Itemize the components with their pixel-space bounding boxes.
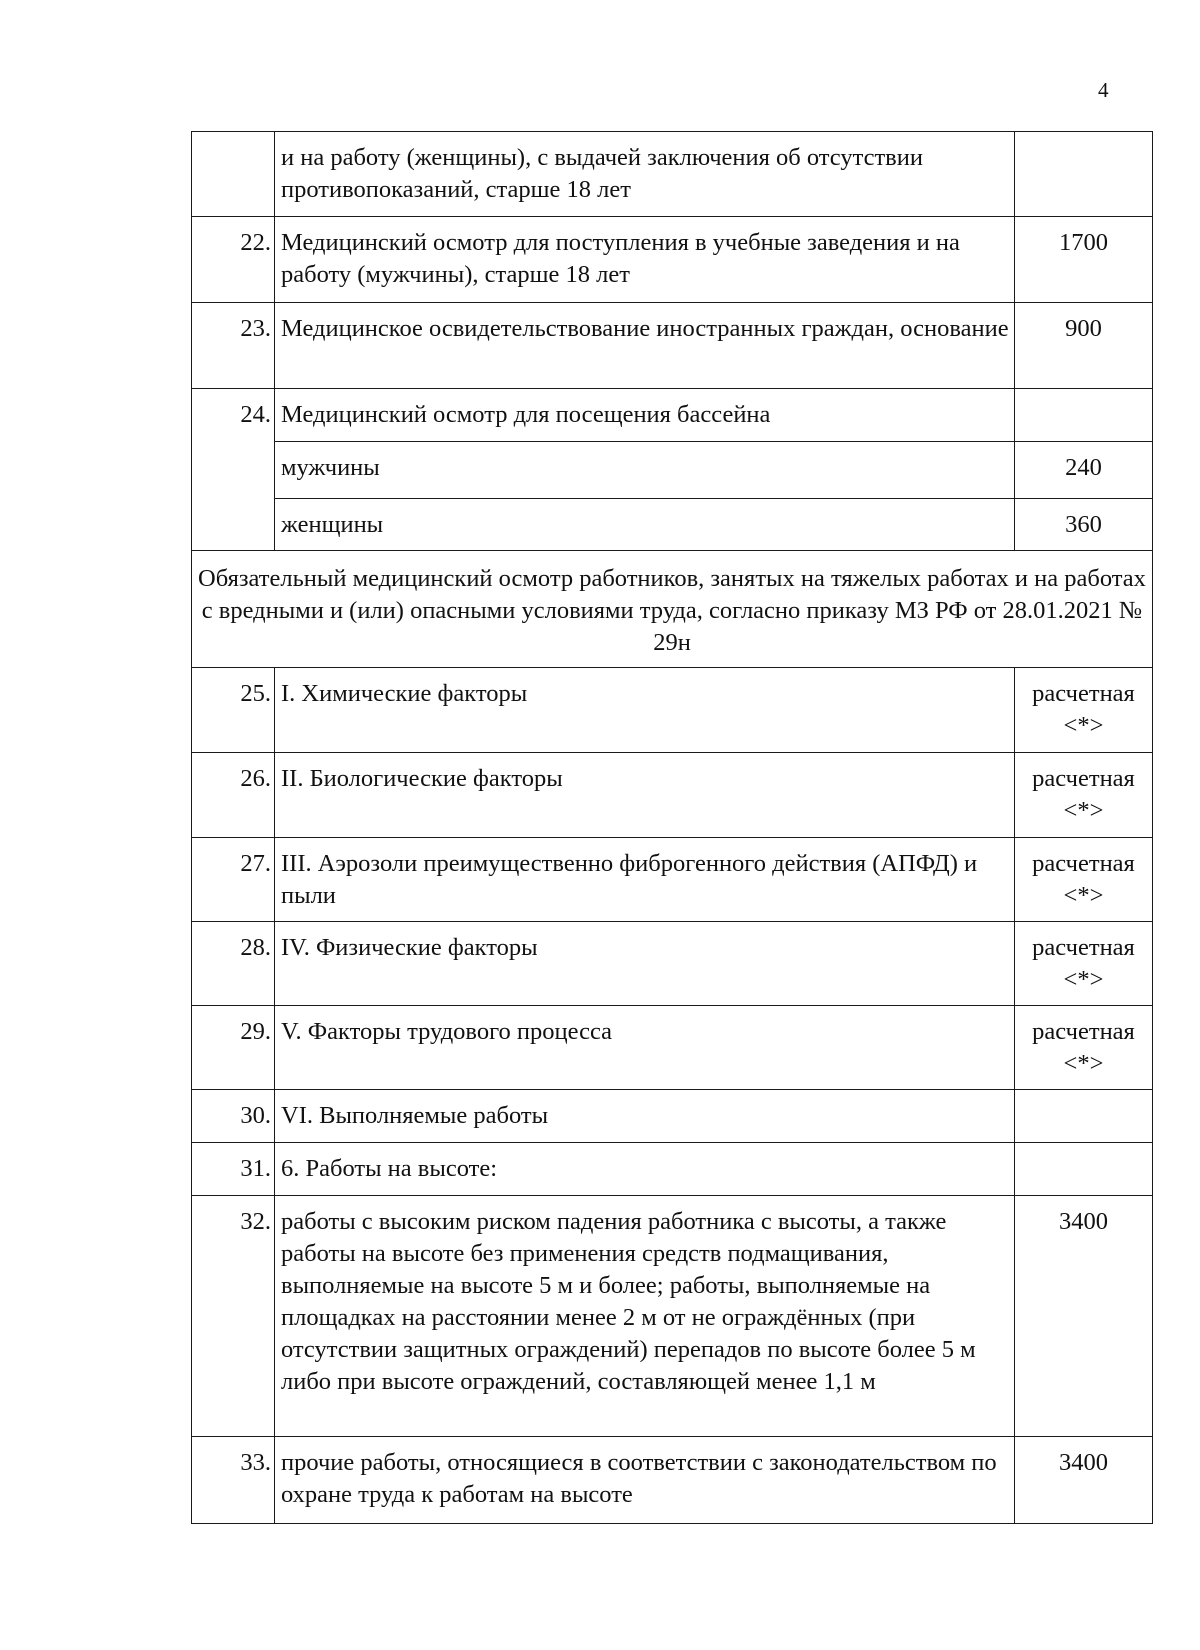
service-name: III. Аэрозоли преимущественно фиброгенного действия (АПФД) и пыли bbox=[275, 838, 1015, 922]
row-number: 30. bbox=[192, 1090, 275, 1143]
row-number: 24. bbox=[192, 389, 275, 551]
service-name: Медицинский осмотр для посещения бассейна bbox=[275, 389, 1015, 442]
table-row bbox=[192, 389, 1153, 442]
table-row bbox=[192, 753, 1153, 838]
section-header: Обязательный медицинский осмотр работников, занятых на тяжелых работах и на работах с вредными и (или) опасными условиями труда, согласно приказу МЗ РФ от 28.01.2021 № 29н bbox=[192, 551, 1153, 668]
section-header-row bbox=[192, 551, 1153, 668]
row-number: 27. bbox=[192, 838, 275, 922]
service-name: мужчины bbox=[275, 442, 1015, 499]
service-name: прочие работы, относящиеся в соответствии с законодательством по охране труда к работам на высоте bbox=[275, 1437, 1015, 1524]
service-name: II. Биологические факторы bbox=[275, 753, 1015, 838]
row-number bbox=[192, 132, 275, 217]
service-price: 240 bbox=[1015, 442, 1153, 499]
service-price bbox=[1015, 132, 1153, 217]
price-table bbox=[191, 131, 1153, 1524]
table-row bbox=[192, 1006, 1153, 1090]
row-number: 23. bbox=[192, 303, 275, 389]
service-name: женщины bbox=[275, 499, 1015, 551]
row-number: 25. bbox=[192, 668, 275, 753]
row-number: 31. bbox=[192, 1143, 275, 1196]
service-price: расчетная <*> bbox=[1015, 838, 1153, 922]
table-row bbox=[192, 1437, 1153, 1524]
service-name: VI. Выполняемые работы bbox=[275, 1090, 1015, 1143]
row-number: 33. bbox=[192, 1437, 275, 1524]
service-price: расчетная <*> bbox=[1015, 668, 1153, 753]
row-number: 26. bbox=[192, 753, 275, 838]
service-price: 3400 bbox=[1015, 1196, 1153, 1437]
row-number: 29. bbox=[192, 1006, 275, 1090]
service-name: Медицинское освидетельствование иностранных граждан, основание bbox=[275, 303, 1015, 389]
table-row bbox=[192, 217, 1153, 303]
row-number: 32. bbox=[192, 1196, 275, 1437]
table-row bbox=[192, 303, 1153, 389]
table-row bbox=[192, 668, 1153, 753]
table-row bbox=[192, 1143, 1153, 1196]
service-price: 360 bbox=[1015, 499, 1153, 551]
service-price: 900 bbox=[1015, 303, 1153, 389]
service-price: расчетная <*> bbox=[1015, 753, 1153, 838]
service-name: I. Химические факторы bbox=[275, 668, 1015, 753]
row-number: 22. bbox=[192, 217, 275, 303]
service-price: расчетная <*> bbox=[1015, 922, 1153, 1006]
service-price: 3400 bbox=[1015, 1437, 1153, 1524]
service-name: и на работу (женщины), с выдачей заключения об отсутствии противопоказаний, старше 18 лет bbox=[275, 132, 1015, 217]
service-name: Медицинский осмотр для поступления в учебные заведения и на работу (мужчины), старше 18 лет bbox=[275, 217, 1015, 303]
service-name: V. Факторы трудового процесса bbox=[275, 1006, 1015, 1090]
table-row bbox=[192, 1090, 1153, 1143]
service-price bbox=[1015, 1143, 1153, 1196]
row-number: 28. bbox=[192, 922, 275, 1006]
service-name: работы с высоким риском падения работника с высоты, а также работы на высоте без применения средств подмащивания, выполняемые на высоте 5 м и более; работы, выполняемые на площадках на расстоянии менее 2 м от не ограждённых (при отсутствии защитных ограждений) перепадов по высоте более 5 м либо при высоте ограждений, составляющей менее 1,1 м bbox=[275, 1196, 1015, 1437]
table-row bbox=[192, 442, 1153, 499]
service-name: IV. Физические факторы bbox=[275, 922, 1015, 1006]
service-price bbox=[1015, 1090, 1153, 1143]
page-number: 4 bbox=[1098, 78, 1109, 102]
service-name: 6. Работы на высоте: bbox=[275, 1143, 1015, 1196]
table-row bbox=[192, 132, 1153, 217]
table-row bbox=[192, 838, 1153, 922]
service-price: расчетная <*> bbox=[1015, 1006, 1153, 1090]
service-price: 1700 bbox=[1015, 217, 1153, 303]
table-row bbox=[192, 499, 1153, 551]
service-price bbox=[1015, 389, 1153, 442]
table-row bbox=[192, 922, 1153, 1006]
table-row bbox=[192, 1196, 1153, 1437]
